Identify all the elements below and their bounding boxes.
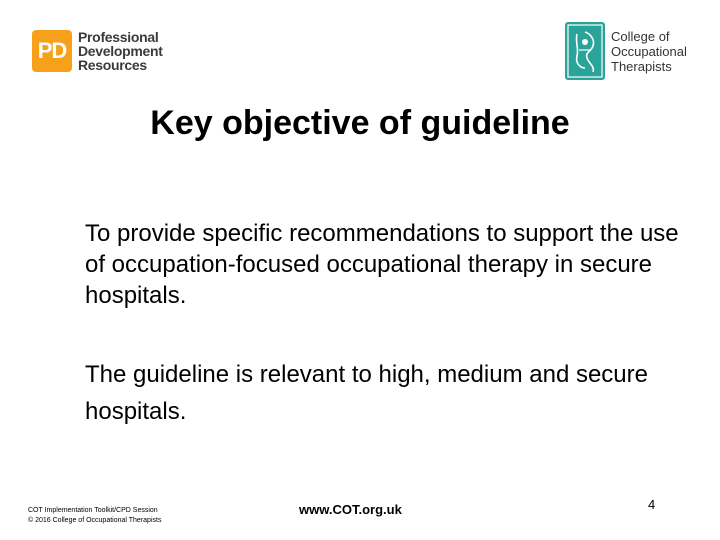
footer-credits-line-2: © 2016 College of Occupational Therapists xyxy=(28,517,162,524)
cot-logo-line-3: Therapists xyxy=(611,58,672,74)
footer-credits xyxy=(28,506,161,526)
cot-logo-line-2: Occupational xyxy=(611,43,687,59)
cot-logo-wordmark xyxy=(611,29,687,74)
page-number: 4 xyxy=(648,497,656,512)
pd-logo-line-2: Development xyxy=(78,43,163,59)
cot-emblem-icon xyxy=(565,22,605,80)
footer-website: www.COT.org.uk xyxy=(299,502,402,517)
pd-logo-mark-text: PD xyxy=(37,38,67,63)
cot-logo xyxy=(565,22,687,80)
pd-logo-mark xyxy=(32,30,72,72)
footer-credits-line-1: COT Implementation Toolkit/CPD Session xyxy=(28,507,158,514)
body-paragraph-1: To provide specific recommendations to support the use of occupation-focused occupational therapy in secure hospitals. xyxy=(85,220,679,309)
body-paragraph-2: The guideline is relevant to high, medium and secure hospitals. xyxy=(85,361,648,425)
pd-logo-wordmark xyxy=(78,30,163,72)
pd-logo-line-1: Professional xyxy=(78,29,159,45)
slide-title: Key objective of guideline xyxy=(150,104,570,142)
pd-logo-line-3: Resources xyxy=(78,57,147,73)
pd-logo xyxy=(32,30,163,72)
cot-logo-line-1: College of xyxy=(611,28,670,44)
